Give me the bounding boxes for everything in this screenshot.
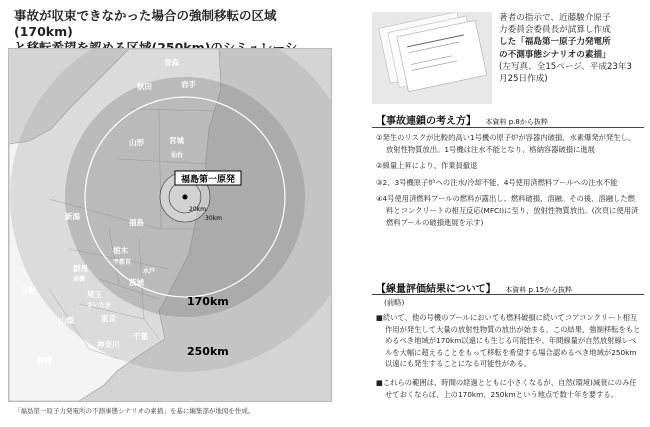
plant-label: 福島第一原発 <box>181 175 236 185</box>
map-title-line1: 事故が収束できなかった場合の強制移転の区域(170km) <box>14 8 277 39</box>
section2-heading <box>376 280 572 295</box>
pref-fukushima: 福島 <box>129 218 144 227</box>
section1-item: ③2、3号機原子炉への注水/冷却不能、4号使用済燃料プールへの注水不能 <box>376 177 618 187</box>
pref-tochigi: 栃木 <box>113 246 128 255</box>
pref-mito: 水戸 <box>143 268 156 275</box>
ring-label-30km: 30km <box>205 215 222 222</box>
section2-item: ■続いて、他の号機のプールにおいても燃料破損に続いてコアコンクリート相互作用が発生して大量の放射性物質の放出が始まる。この結果、強制移転をもとめるべき地域が170km以遠にも生じる可能性や、年間線量が自然放射線レベルを大幅に超えることをもって移転を希望する場合認めるべき地域が250km以遠にも発生することになる可能性がある。 <box>376 313 641 369</box>
document-stack-image <box>372 12 492 104</box>
photo-note-line6: 月25日作成) <box>499 74 548 85</box>
section1-item: ①発生のリスクが比較的高い1号機の原子炉が容器内破損、水素爆発が発生し、放射性物質放出。1号機は注水不能となり、格納容器破損に進展 <box>376 133 636 154</box>
pref-akita: 秋田 <box>137 82 152 91</box>
photo-note-line1: 著者の指示で、近藤駿介原子 <box>499 13 611 23</box>
section2-item: ■これらの範囲は、時間の経過とともに小さくなるが、自然(環境)減衰にのみ任せておくならば、上の170km、250kmという地点で数十年を要する。 <box>376 377 637 399</box>
pref-chiba: 千葉 <box>133 332 148 341</box>
pref-ibaraki: 茨城 <box>129 278 144 287</box>
pref-niigata: 新潟 <box>65 212 80 221</box>
photo-note <box>499 12 645 85</box>
ring-label-170km: 170km <box>187 295 229 308</box>
pref-miyagi: 宮城 <box>169 136 184 145</box>
pref-sendai: 仙台 <box>171 152 184 159</box>
section2-title: 【線量評価結果について】 <box>376 284 496 295</box>
photo-note-line5: (左写真、全15ページ、平成23年3 <box>499 61 632 72</box>
ring-label-250km: 250km <box>187 345 229 358</box>
pref-saitama-city: さいたま <box>87 302 112 309</box>
pref-iwate: 岩手 <box>181 80 196 89</box>
section1-rule <box>372 127 644 128</box>
pref-yamanashi: 山梨 <box>59 316 74 325</box>
pref-kanagawa: 神奈川 <box>97 340 120 349</box>
photo-note-line3: した「福島第一原子力発電所 <box>499 37 611 48</box>
pref-nagano: 長野 <box>21 286 36 295</box>
section2-rule <box>372 294 644 295</box>
pref-aomori: 青森 <box>164 58 179 67</box>
pref-gunma: 群馬 <box>73 264 88 273</box>
pref-tokyo: 東京 <box>101 314 116 323</box>
section1-item: ②線量上昇により、作業員撤退 <box>376 161 478 171</box>
pref-maebashi: 前橋 <box>73 276 86 283</box>
section2-intro: (前略) <box>384 298 405 307</box>
map-svg <box>9 49 331 401</box>
section1-title: 【事故連鎖の考え方】 <box>376 116 476 127</box>
section2-list <box>376 312 642 407</box>
document-photo <box>372 12 492 104</box>
section2-ref: 本資料 p.15から抜粋 <box>505 286 573 294</box>
pref-saitama: 埼玉 <box>87 290 102 299</box>
plant-marker <box>183 195 188 200</box>
section1-list <box>376 132 642 233</box>
pref-utsunomiya: 宇都宮 <box>113 259 132 266</box>
section1-heading <box>376 112 548 127</box>
pref-shizuoka: 静岡 <box>37 356 52 365</box>
photo-note-line2: 力委員会委員長が試算し作成 <box>499 25 611 36</box>
evacuation-map <box>8 48 332 402</box>
section1-item: ④4号使用済燃料プールの燃料が露出し、燃料破損、溶融。その後、溶融した燃料とコンクリートの相互反応(MFCI)に至り、放射性物質放出。(次頁に使用済燃料プールの破損進展を示す) <box>376 194 639 227</box>
photo-note-line4: の不測事態シナリオの素描」 <box>499 49 611 60</box>
map-caption: 「福島第一原子力発電所の不測事態シナリオの素描」を基に編集部が地図を作成。 <box>14 407 255 415</box>
ring-label-20km: 20km <box>189 206 206 213</box>
pref-yamagata: 山形 <box>129 138 144 147</box>
section1-ref: 本資料 p.8から抜粋 <box>485 118 548 126</box>
